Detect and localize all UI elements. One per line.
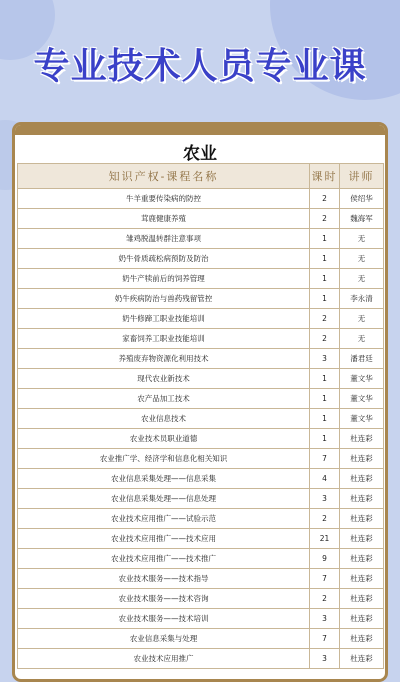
lecturer-cell: 董文华 <box>340 389 384 409</box>
lecturer-cell: 杜连彩 <box>340 429 384 449</box>
hours-cell: 1 <box>310 269 340 289</box>
hours-cell: 7 <box>310 569 340 589</box>
hours-cell: 21 <box>310 529 340 549</box>
table-row <box>18 629 384 649</box>
hours-cell: 3 <box>310 489 340 509</box>
table-row <box>18 549 384 569</box>
lecturer-cell: 董文华 <box>340 369 384 389</box>
table-row <box>18 509 384 529</box>
table-row <box>18 409 384 429</box>
course-name-cell: 茸鹿健康养殖 <box>18 209 310 229</box>
table-row <box>18 349 384 369</box>
lecturer-cell: 杜连彩 <box>340 529 384 549</box>
hours-cell: 2 <box>310 329 340 349</box>
lecturer-cell: 杜连彩 <box>340 549 384 569</box>
course-name-cell: 奶牛修蹄工职业技能培训 <box>18 309 310 329</box>
course-name-cell: 农业信息采集与处理 <box>18 629 310 649</box>
course-name-cell: 农业信息采集处理——信息采集 <box>18 469 310 489</box>
table-row <box>18 209 384 229</box>
course-name-cell: 农业技术服务——技术指导 <box>18 569 310 589</box>
table-row <box>18 189 384 209</box>
course-name-cell: 农业信息采集处理——信息处理 <box>18 489 310 509</box>
hours-cell: 3 <box>310 649 340 669</box>
lecturer-cell: 无 <box>340 329 384 349</box>
table-row <box>18 269 384 289</box>
course-name-cell: 奶牛产犊前后的饲养管理 <box>18 269 310 289</box>
course-name-cell: 农业技术应用推广——技术应用 <box>18 529 310 549</box>
table-row <box>18 589 384 609</box>
page-title: 专业技术人员专业课 <box>33 46 367 87</box>
course-name-cell: 农业技术服务——技术咨询 <box>18 589 310 609</box>
table-row <box>18 529 384 549</box>
column-header-hours: 课时 <box>310 164 340 189</box>
table-row <box>18 309 384 329</box>
lecturer-cell: 魏海军 <box>340 209 384 229</box>
course-name-cell: 奶牛疾病防治与兽药残留管控 <box>18 289 310 309</box>
lecturer-cell: 杜连彩 <box>340 509 384 529</box>
lecturer-cell: 杜连彩 <box>340 649 384 669</box>
course-name-cell: 农产品加工技术 <box>18 389 310 409</box>
course-name-cell: 雏鸡脱温转群注意事项 <box>18 229 310 249</box>
lecturer-cell: 侯绍华 <box>340 189 384 209</box>
course-name-cell: 牛羊重要传染病的防控 <box>18 189 310 209</box>
table-row <box>18 469 384 489</box>
lecturer-cell: 潘君廷 <box>340 349 384 369</box>
hours-cell: 7 <box>310 449 340 469</box>
hours-cell: 9 <box>310 549 340 569</box>
table-row <box>18 229 384 249</box>
lecturer-cell: 杜连彩 <box>340 629 384 649</box>
table-row <box>18 249 384 269</box>
hours-cell: 1 <box>310 229 340 249</box>
hours-cell: 2 <box>310 189 340 209</box>
lecturer-cell: 杜连彩 <box>340 469 384 489</box>
table-row <box>18 489 384 509</box>
hours-cell: 3 <box>310 609 340 629</box>
course-card <box>12 122 388 682</box>
lecturer-cell: 杜连彩 <box>340 489 384 509</box>
lecturer-cell: 杜连彩 <box>340 609 384 629</box>
table-row <box>18 449 384 469</box>
lecturer-cell: 杜连彩 <box>340 589 384 609</box>
hours-cell: 2 <box>310 509 340 529</box>
lecturer-cell: 无 <box>340 249 384 269</box>
column-header-lecturer: 讲师 <box>340 164 384 189</box>
lecturer-cell: 无 <box>340 309 384 329</box>
hours-cell: 3 <box>310 349 340 369</box>
section-title: 农业 <box>183 144 217 164</box>
lecturer-cell: 董文华 <box>340 409 384 429</box>
lecturer-cell: 李永清 <box>340 289 384 309</box>
hours-cell: 1 <box>310 429 340 449</box>
lecturer-cell: 无 <box>340 269 384 289</box>
hours-cell: 1 <box>310 409 340 429</box>
hours-cell: 1 <box>310 369 340 389</box>
hours-cell: 4 <box>310 469 340 489</box>
course-name-cell: 奶牛骨质疏松病预防及防治 <box>18 249 310 269</box>
hours-cell: 1 <box>310 289 340 309</box>
course-name-cell: 农业技术应用推广——技术推广 <box>18 549 310 569</box>
hours-cell: 7 <box>310 629 340 649</box>
course-name-cell: 农业技术员职业道德 <box>18 429 310 449</box>
course-table <box>17 163 384 669</box>
table-row <box>18 329 384 349</box>
table-row <box>18 369 384 389</box>
table-row <box>18 289 384 309</box>
course-table-body <box>18 189 384 669</box>
course-name-cell: 农业技术应用推广——试验示范 <box>18 509 310 529</box>
card-top-bar <box>15 125 385 135</box>
column-header-course-name: 知识产权-课程名称 <box>18 164 310 189</box>
course-name-cell: 现代农业新技术 <box>18 369 310 389</box>
lecturer-cell: 杜连彩 <box>340 569 384 589</box>
course-name-cell: 养殖废弃物资源化利用技术 <box>18 349 310 369</box>
hours-cell: 2 <box>310 309 340 329</box>
hours-cell: 1 <box>310 249 340 269</box>
table-header-row <box>18 164 384 189</box>
hours-cell: 1 <box>310 389 340 409</box>
course-name-cell: 农业技术服务——技术培训 <box>18 609 310 629</box>
table-row <box>18 609 384 629</box>
lecturer-cell: 无 <box>340 229 384 249</box>
course-name-cell: 农业技术应用推广 <box>18 649 310 669</box>
table-row <box>18 389 384 409</box>
hours-cell: 2 <box>310 209 340 229</box>
course-name-cell: 家畜饲养工职业技能培训 <box>18 329 310 349</box>
lecturer-cell: 杜连彩 <box>340 449 384 469</box>
course-name-cell: 农业信息技术 <box>18 409 310 429</box>
table-row <box>18 429 384 449</box>
course-name-cell: 农业推广学、经济学和信息化相关知识 <box>18 449 310 469</box>
hours-cell: 2 <box>310 589 340 609</box>
table-row <box>18 569 384 589</box>
